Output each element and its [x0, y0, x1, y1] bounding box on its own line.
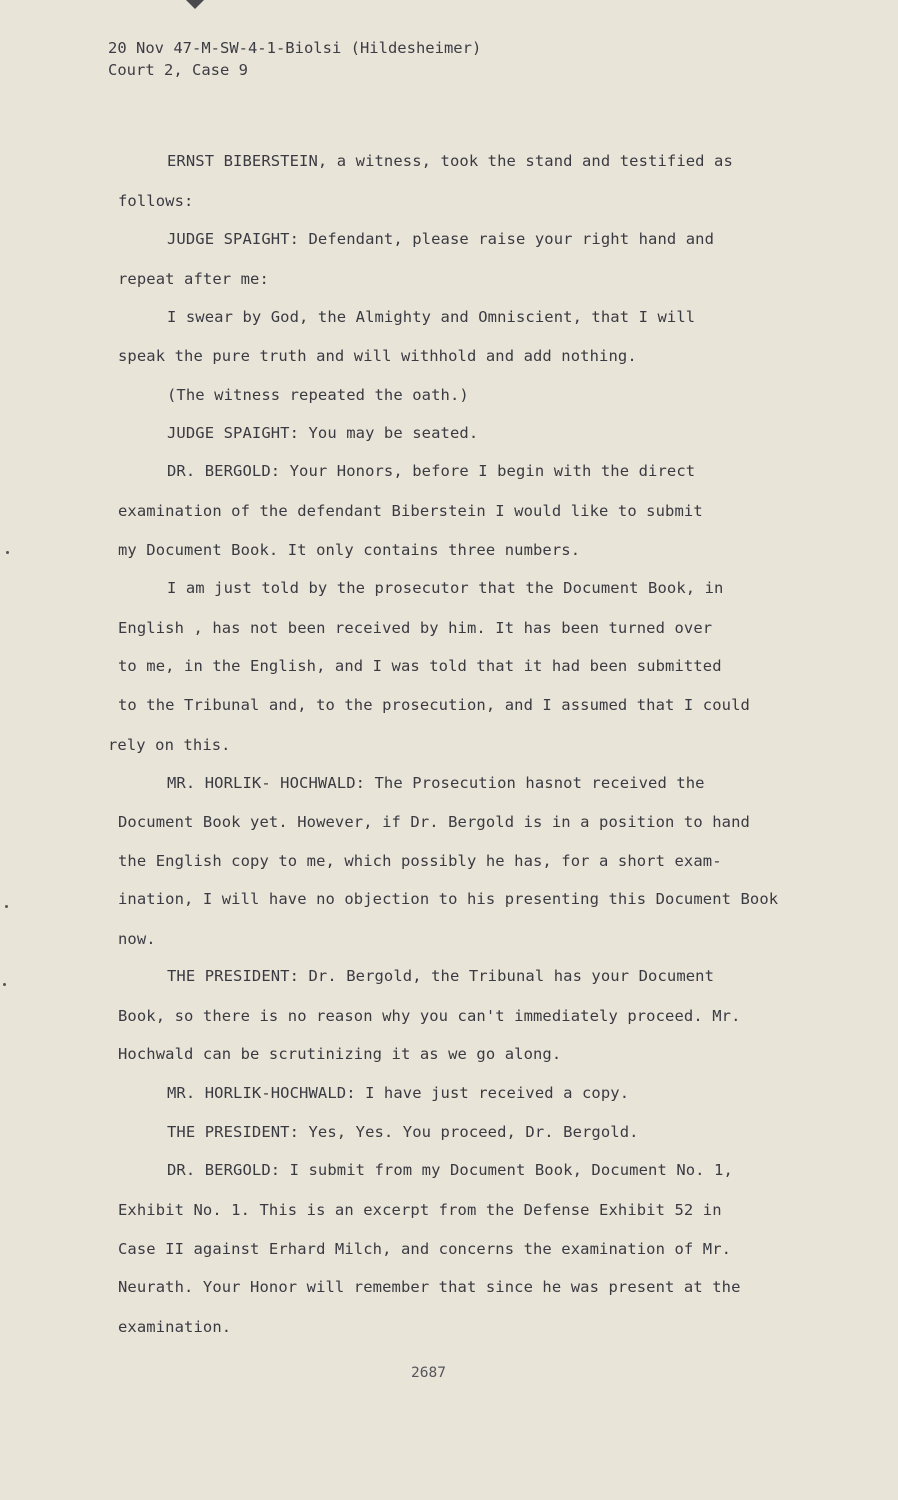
margin-mark — [5, 905, 8, 908]
text-line: to me, in the English, and I was told that it had been submitted — [118, 657, 722, 675]
text-line: rely on this. — [108, 736, 231, 754]
text-line: examination of the defendant Biberstein I would like to submit — [118, 502, 703, 520]
text-line: my Document Book. It only contains three numbers. — [118, 541, 581, 559]
text-line: to the Tribunal and, to the prosecution, and I assumed that I could — [118, 696, 750, 714]
text-line: (The witness repeated the oath.) — [167, 386, 469, 404]
margin-mark — [6, 551, 9, 554]
text-line: Book, so there is no reason why you can't immediately proceed. Mr. — [118, 1007, 741, 1025]
text-line: JUDGE SPAIGHT: You may be seated. — [167, 424, 479, 442]
header-court-case: Court 2, Case 9 — [108, 61, 248, 79]
text-line: Exhibit No. 1. This is an excerpt from the Defense Exhibit 52 in — [118, 1201, 722, 1219]
header-reference: 20 Nov 47-M-SW-4-1-Biolsi (Hildesheimer) — [108, 39, 482, 57]
text-line: JUDGE SPAIGHT: Defendant, please raise your right hand and — [167, 230, 715, 248]
text-line: MR. HORLIK- HOCHWALD: The Prosecution hasnot received the — [167, 774, 705, 792]
text-line: Case II against Erhard Milch, and concerns the examination of Mr. — [118, 1240, 732, 1258]
text-line: Neurath. Your Honor will remember that since he was present at the — [118, 1278, 741, 1296]
text-line: English , has not been received by him. It has been turned over — [118, 619, 713, 637]
text-line: DR. BERGOLD: Your Honors, before I begin with the direct — [167, 462, 696, 480]
text-line: examination. — [118, 1318, 232, 1336]
text-line: speak the pure truth and will withhold and add nothing. — [118, 347, 637, 365]
margin-mark — [3, 983, 6, 986]
text-line: Hochwald can be scrutinizing it as we go along. — [118, 1045, 562, 1063]
text-line: I am just told by the prosecutor that the Document Book, in — [167, 579, 724, 597]
text-line: I swear by God, the Almighty and Omniscient, that I will — [167, 308, 696, 326]
text-line: follows: — [118, 192, 194, 210]
text-line: now. — [118, 930, 156, 948]
document-header — [108, 37, 481, 81]
text-line: ination, I will have no objection to his presenting this Document Book — [118, 890, 779, 908]
text-line: ERNST BIBERSTEIN, a witness, took the stand and testified as — [167, 152, 733, 170]
text-line: the English copy to me, which possibly he has, for a short exam- — [118, 852, 722, 870]
text-line: MR. HORLIK-HOCHWALD: I have just received a copy. — [167, 1084, 630, 1102]
top-notch-mark — [186, 0, 204, 9]
text-line: THE PRESIDENT: Dr. Bergold, the Tribunal has your Document — [167, 967, 715, 985]
text-line: DR. BERGOLD: I submit from my Document Book, Document No. 1, — [167, 1161, 733, 1179]
page-number: 2687 — [411, 1365, 446, 1381]
text-line: repeat after me: — [118, 270, 269, 288]
text-line: THE PRESIDENT: Yes, Yes. You proceed, Dr. Bergold. — [167, 1123, 639, 1141]
text-line: Document Book yet. However, if Dr. Bergold is in a position to hand — [118, 813, 750, 831]
